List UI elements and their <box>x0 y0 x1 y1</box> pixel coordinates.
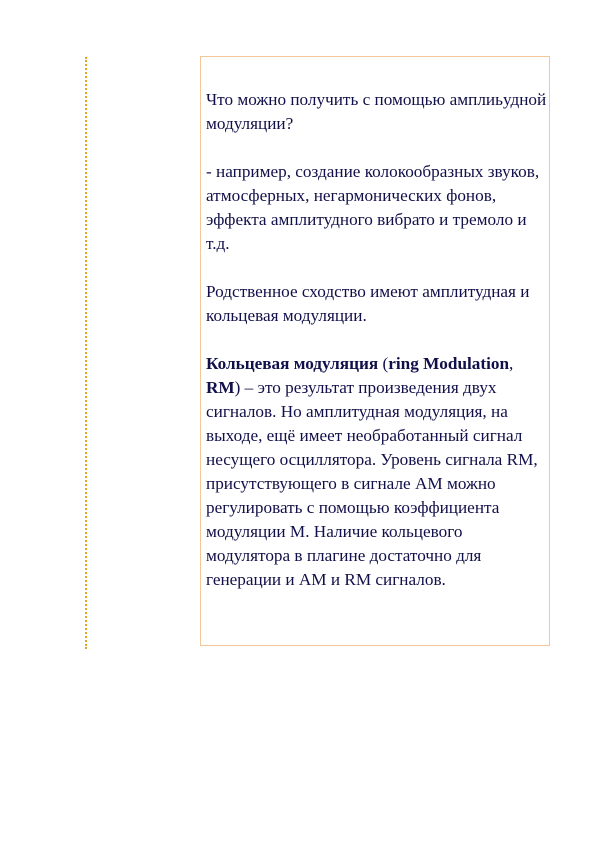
close-paren: ) <box>234 378 241 397</box>
margin-dotted-rule <box>85 57 87 649</box>
question-paragraph: Что можно получить с помощью амплиьудной модуляции? <box>206 90 547 133</box>
answer-paragraph: - например, создание колокообразных звуков, атмосферных, негармонических фонов, эффекта амплитудного вибрато и тремоло и т.д. <box>206 162 540 253</box>
comma: , <box>509 354 514 373</box>
ring-modulation-term: Кольцевая модуляция <box>206 354 379 373</box>
open-paren: ( <box>378 354 389 373</box>
ring-modulation-paragraph <box>206 352 550 592</box>
english-term: ring Modulation <box>388 354 510 373</box>
relation-paragraph: Родственное сходство имеют амплитудная и кольцевая модуляции. <box>206 282 530 325</box>
ring-modulation-body: – это результат произведения двух сигналов. Но амплитудная модуляция, на выходе, ещё имеет необработанный сигнал несущего осциллятора. Уровень сигнала RM, присутствующего в сигнале AM можно регулировать с помощью коэффициента модуляции M. Наличие кольцевого модулятора в плагине достаточно для генерации и AM и RM сигналов. <box>206 378 538 589</box>
document-body <box>206 88 550 592</box>
english-abbreviation: RM <box>206 378 235 397</box>
